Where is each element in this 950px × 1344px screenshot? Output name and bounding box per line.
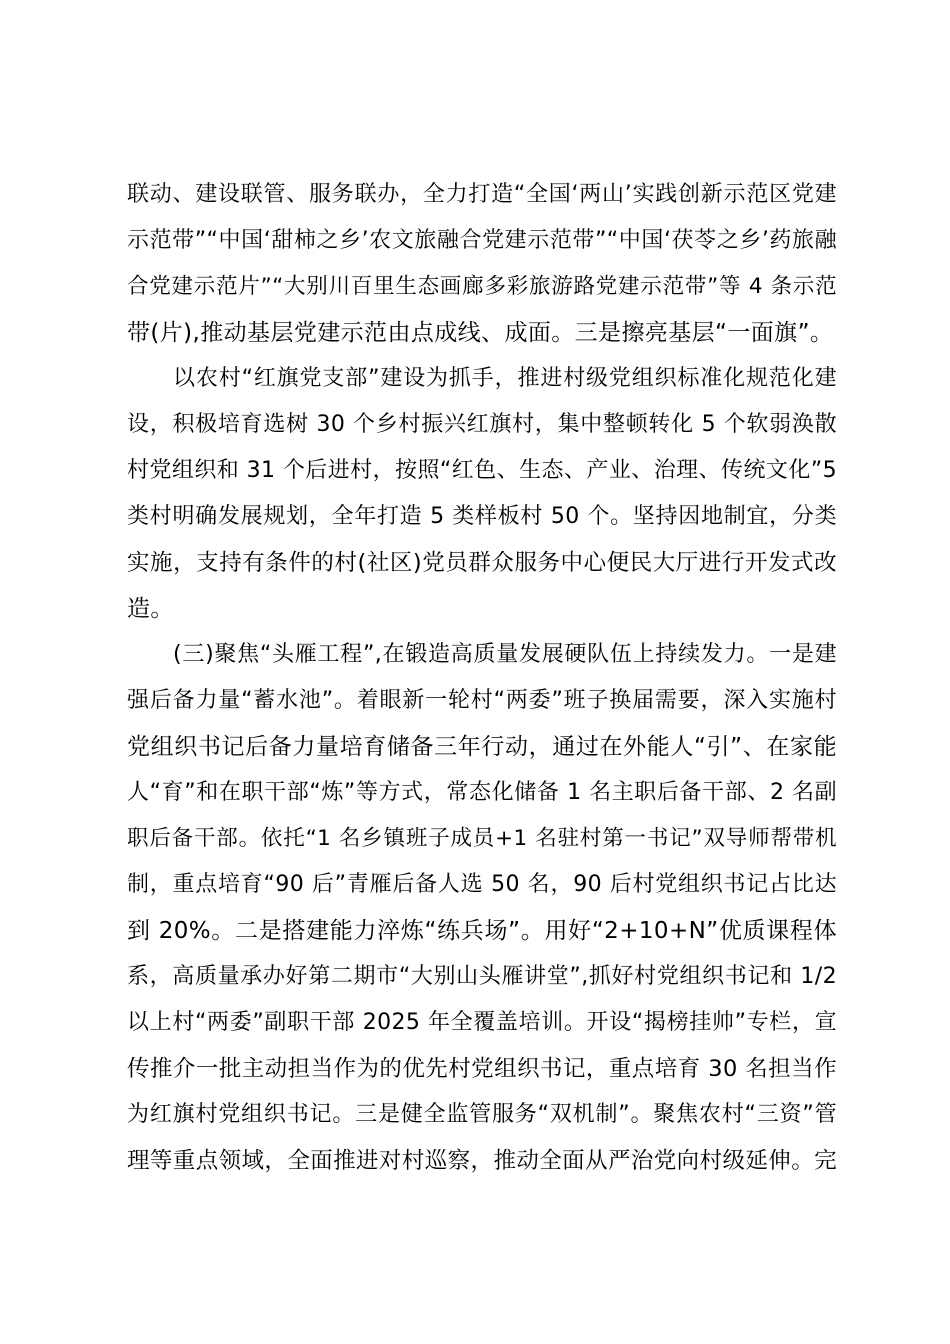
text-line: 带(片),推动基层党建示范由点成线、成面。三是擦亮基层“一面旗”。: [127, 320, 834, 346]
text-line: 党组织书记后备力量培育储备三年行动，通过在外能人“引”、在家能: [127, 734, 837, 760]
text-line: 职后备干部。依托“1 名乡镇班子成员+1 名驻村第一书记”双导师帮带机: [127, 826, 837, 851]
text-line: 为红旗村党组织书记。三是健全监管服务“双机制”。聚焦农村“三资”管: [127, 1102, 837, 1127]
text-line: 传推介一批主动担当作为的优先村党组织书记，重点培育 30 名担当作: [127, 1056, 837, 1082]
text-line: 合党建示范片”“大别川百里生态画廊多彩旅游路党建示范带”等 4 条示范: [127, 274, 837, 299]
paragraph-first-line: 以农村“红旗党支部”建设为抓手，推进村级党组织标准化规范化建: [173, 366, 837, 391]
text-line: 联动、建设联管、服务联办，全力打造“全国‘两山’实践创新示范区党建: [127, 182, 837, 207]
text-line: 到 20%。二是搭建能力淬炼“练兵场”。用好“2+10+N”优质课程体: [127, 918, 837, 944]
text-line: 造。: [127, 596, 174, 622]
text-line: 人“育”和在职干部“炼”等方式，常态化储备 1 名主职后备干部、2 名副: [127, 780, 837, 805]
text-line: 强后备力量“蓄水池”。着眼新一轮村“两委”班子换届需要，深入实施村: [127, 688, 837, 713]
text-line: 以上村“两委”副职干部 2025 年全覆盖培训。开设“揭榜挂帅”专栏，宣: [127, 1010, 837, 1035]
text-line: 设，积极培育选树 30 个乡村振兴红旗村，集中整顿转化 5 个软弱涣散: [127, 412, 837, 437]
text-line: 村党组织和 31 个后进村，按照“红色、生态、产业、治理、传统文化”5: [127, 458, 837, 483]
document-body: [127, 172, 837, 1184]
text-line: 实施，支持有条件的村(社区)党员群众服务中心便民大厅进行开发式改: [127, 550, 837, 576]
text-line: 类村明确发展规划，全年打造 5 类样板村 50 个。坚持因地制宜，分类: [127, 504, 837, 529]
text-line: 示范带”“中国‘甜柿之乡’农文旅融合党建示范带”“中国‘茯苓之乡’药旅融: [127, 228, 837, 253]
text-line: 理等重点领域，全面推进对村巡察，推动全面从严治党向村级延伸。完: [127, 1148, 837, 1174]
text-line: 系，高质量承办好第二期市“大别山头雁讲堂”,抓好村党组织书记和 1/2: [127, 964, 837, 989]
paragraph-first-line: (三)聚焦“头雁工程”,在锻造高质量发展硬队伍上持续发力。一是建: [173, 642, 837, 667]
text-line: 制，重点培育“90 后”青雁后备人选 50 名，90 后村党组织书记占比达: [127, 872, 837, 897]
